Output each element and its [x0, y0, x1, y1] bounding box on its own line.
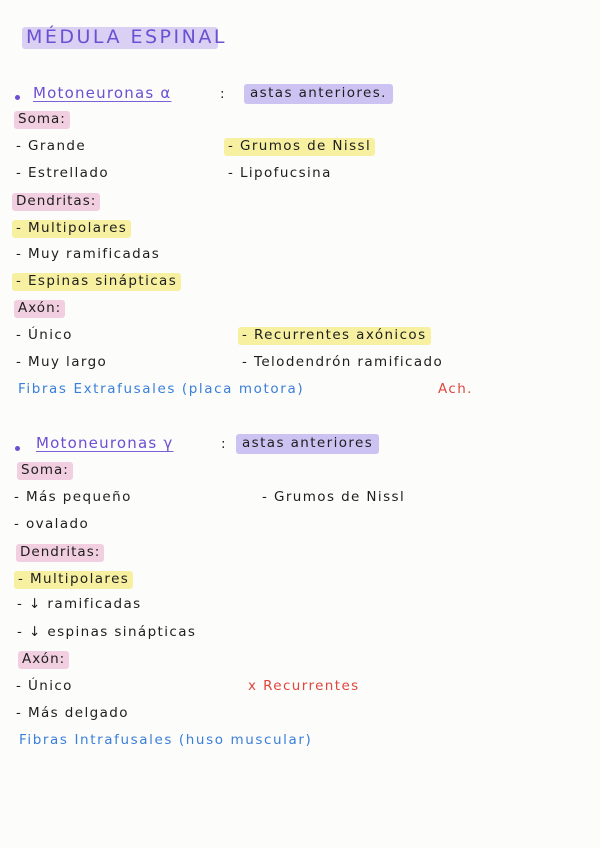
alpha-ach: Ach. — [438, 381, 473, 397]
alpha-soma-label: Soma: — [14, 111, 70, 129]
gamma-colon: : — [221, 436, 227, 452]
alpha-soma-right-item: - Lipofucsina — [228, 165, 332, 181]
alpha-axon-item: - Único — [16, 327, 73, 343]
gamma-dendritas-item: - ↓ espinas sinápticas — [17, 624, 197, 640]
page-title: MÉDULA ESPINAL — [26, 26, 227, 48]
alpha-heading: Motoneuronas α — [33, 84, 172, 102]
alpha-axon-right-item: - Telodendrón ramificado — [242, 354, 444, 370]
bullet-dot — [15, 95, 20, 100]
gamma-axon-item: - Único — [16, 678, 73, 694]
alpha-dendritas-label: Dendritas: — [12, 193, 100, 211]
alpha-soma-item: - Estrellado — [16, 165, 109, 181]
alpha-axon-item: - Muy largo — [16, 354, 108, 370]
alpha-dendritas-item: - Muy ramificadas — [16, 246, 161, 262]
bullet-dot — [15, 446, 20, 451]
alpha-axon-label: Axón: — [14, 300, 65, 318]
gamma-soma-item: - Más pequeño — [14, 489, 132, 505]
alpha-dendritas-item: - Espinas sinápticas — [12, 273, 181, 291]
gamma-soma-right-item: - Grumos de Nissl — [262, 489, 406, 505]
gamma-fibras: Fibras Intrafusales (huso muscular) — [19, 732, 313, 748]
alpha-location: astas anteriores. — [244, 84, 393, 104]
alpha-colon: : — [220, 86, 226, 102]
gamma-dendritas-label: Dendritas: — [16, 544, 104, 562]
gamma-heading: Motoneuronas γ — [36, 434, 174, 452]
gamma-dendritas-item: - ↓ ramificadas — [17, 596, 142, 612]
gamma-dendritas-item: - Multipolares — [14, 571, 133, 589]
alpha-dendritas-item: - Multipolares — [12, 220, 131, 238]
alpha-fibras: Fibras Extrafusales (placa motora) — [18, 381, 305, 397]
alpha-soma-right-item: - Grumos de Nissl — [224, 138, 375, 156]
alpha-soma-item: - Grande — [16, 138, 87, 154]
gamma-location: astas anteriores — [236, 434, 379, 454]
alpha-axon-right-item: - Recurrentes axónicos — [238, 327, 431, 345]
gamma-axon-label: Axón: — [18, 651, 69, 669]
gamma-axon-item: - Más delgado — [16, 705, 129, 721]
gamma-soma-label: Soma: — [17, 462, 73, 480]
gamma-axon-right-item: x Recurrentes — [248, 678, 360, 694]
gamma-soma-item: - ovalado — [14, 516, 90, 532]
